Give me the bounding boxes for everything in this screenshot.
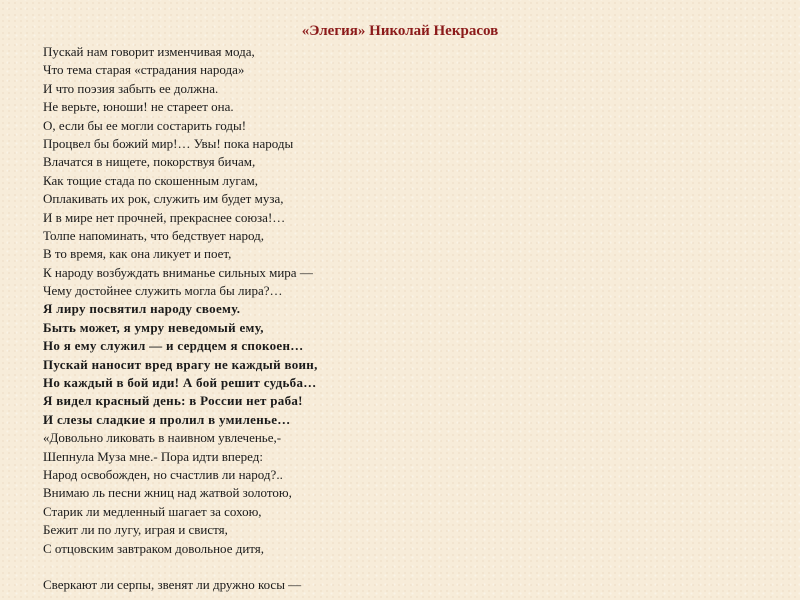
poem-line: И что поэзия забыть ее должна. bbox=[43, 80, 219, 96]
poem-line: Влачатся в нищете, покорствуя бичам, bbox=[43, 154, 256, 170]
poem-line: Внимаю ль песни жниц над жатвой золотою, bbox=[43, 485, 292, 501]
poem-line-bold: Но каждый в бой иди! А бой решит судьба… bbox=[43, 375, 317, 391]
poem-line-bold: Пускай наносит вред врагу не каждый воин, bbox=[43, 356, 318, 372]
poem-line: И в мире нет прочней, прекраснее союза!… bbox=[43, 209, 286, 225]
poem-body bbox=[43, 43, 318, 595]
poem-line: Как тощие стада по скошенным лугам, bbox=[43, 172, 258, 188]
poem-line: Сверкают ли серпы, звенят ли дружно косы — bbox=[43, 577, 302, 593]
poem-line-bold: Быть может, я умру неведомый ему, bbox=[43, 319, 264, 335]
poem-line: Шепнула Муза мне.- Пора идти вперед: bbox=[43, 448, 263, 464]
poem-line: Толпе напоминать, что бедствует народ, bbox=[43, 227, 265, 243]
stanza-break bbox=[43, 558, 318, 576]
poem-line: Чему достойнее служить могла бы лира?… bbox=[43, 283, 283, 299]
poem-line-bold: Я видел красный день: в России нет раба! bbox=[43, 393, 303, 409]
poem-line-bold: Но я ему служил — и сердцем я спокоен… bbox=[43, 338, 304, 354]
poem-line: Старик ли медленный шагает за сохою, bbox=[43, 503, 262, 519]
poem-line: Бежит ли по лугу, играя и свистя, bbox=[43, 522, 228, 538]
poem-line: С отцовским завтраком довольное дитя, bbox=[43, 540, 265, 556]
poem-title: «Элегия» Николай Некрасов bbox=[301, 23, 499, 39]
poem-line: Пускай нам говорит изменчивая мода, bbox=[43, 44, 255, 59]
poem-line: В то время, как она ликует и поет, bbox=[43, 246, 232, 262]
poem-line-bold: Я лиру посвятил народу своему. bbox=[43, 301, 241, 317]
poem-line: «Довольно ликовать в наивном увлеченье,- bbox=[43, 430, 282, 446]
poem-line: Народ освобожден, но счастлив ли народ?.. bbox=[43, 466, 283, 482]
poem-line: Оплакивать их рок, служить им будет муза, bbox=[43, 191, 284, 207]
poem-line: К народу возбуждать вниманье сильных мира — bbox=[43, 264, 313, 280]
poem-line: О, если бы ее могли состарить годы! bbox=[43, 117, 247, 133]
poem-line-bold: И слезы сладкие я пролил в умиленье… bbox=[43, 411, 291, 427]
poem-line: Не верьте, юноши! не стареет она. bbox=[43, 99, 234, 115]
poem-line: Процвел бы божий мир!… Увы! пока народы bbox=[43, 135, 294, 151]
poem-line: Что тема старая «страдания народа» bbox=[43, 62, 245, 78]
